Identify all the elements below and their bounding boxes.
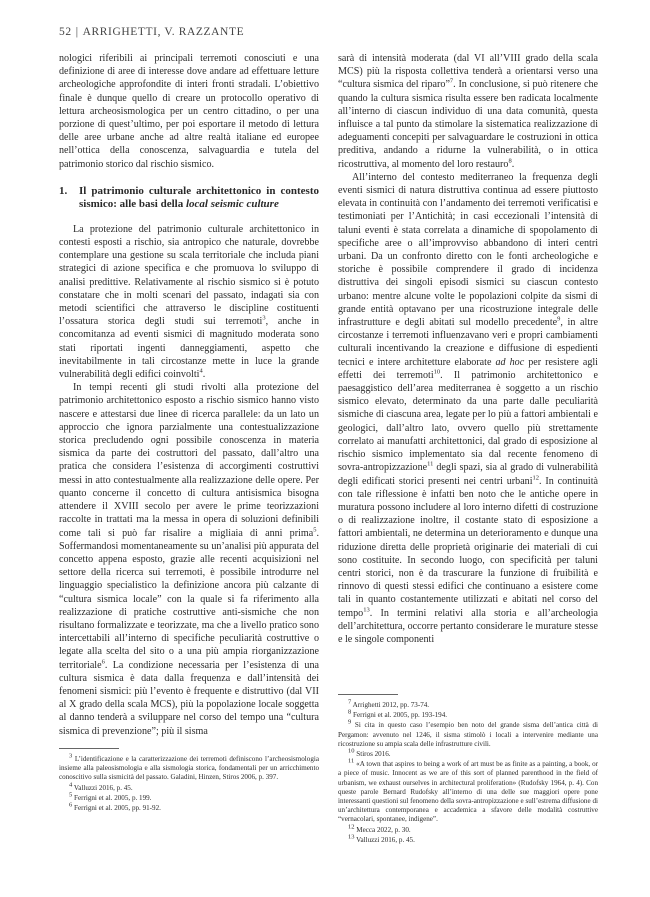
body-paragraph: All’interno del contesto mediterraneo la frequenza degli eventi sismici di natura distruttiva continua ad essere piuttosto elevata in continuità con l’andamento dei terremoti verificatisi e testimoniati per l’Antichità; in casi eccezionali l’intensità di taluni eventi è stata correlata a dinamiche di spopolamento di specifiche aree o all’improvviso abbandono di interi centri urbani. Da un confronto diretto con le fonti archeologiche e storiche è possibile comprendere il grado di incidenza distruttiva dei singoli episodi sismici su ciascun contesto urbano: mentre alcune volte le popolazioni colpite da sismi di grande entità optavano per una ricostruzione integrale delle infrastrutture e degli abitati sul modello precedente$^9$, in altre circostanze i terremoti influenzavano veri e propri cambiamenti culturali incentivando la creazione e diffusione di espedienti tecnici e intere architetture elaborate ad hoc per resistere agli effetti dei terremoti$^{10}$. Il patrimonio architettonico e paesaggistico dell’area mediterranea è soggetto a un rischio sismico elevato, determinato da una parte dalle peculiarità sismiche di ciascuna area, legate per lo più a fattori ambientali e geologici, dall’altro lato, ovvero quello più strettamente correlato ai manufatti architettonici, dal grado di esposizione al rischio sismico implementato sia dal recente fenomeno di sovra-antropizzazione$^{11}$ degli spazi, sia al grado di vulnerabilità degli edificati storici presenti nei centri urbani$^{12}$. In continuità con tale riflessione è infatti ben noto che le antiche opere in muratura possono includere al loro interno difetti di costruzione o di realizzazione inoltre, il costante stato di esposizione a fattori ambientali, ne determina un deterioramento e dunque una riduzione diretta delle proprietà originarie dei materiali di cui sono costituite. In secondo luogo, con specificità per taluni centri storici, non è da trascurare la funzione di fruibilità e rinnovo di questi stessi edifici che continuano a esistere come tali in quanto costantemente utilizzati e abitati nel corso del tempo$^{13}$. In termini relativi alla storia e all’archeologia dell’architettura, occorre pertanto considerare le murature stesse e le singole componenti — [338, 171, 598, 645]
footnote-ref: 4 — [199, 367, 203, 375]
footnote-ref: 9 — [557, 315, 561, 323]
footnote-ref: 7 — [449, 78, 454, 86]
footnote-ref: 13 — [363, 606, 370, 614]
footnote: 8 Ferrigni et al. 2005, pp. 193-194. — [348, 708, 448, 720]
footnote-ref: 5 — [313, 526, 317, 534]
running-header — [59, 26, 600, 38]
footnotes-left — [59, 748, 319, 814]
intro-paragraph: nologici riferibili ai principali terremoti conosciuti e una definizione di aree di interesse dove andare ad effettuare letture archeologiche approfondite di interi fronti stradali. L’obiettivo finale è dunque quello di creare un protocollo operativo di lettura archeosismologica per un centro cittadino, o per una porzione di quest’ultimo, per poi esportare il metodo di lettura delle aree urbane anche ad altre realtà italiane ed europee nell’ottica della conoscenza, salvaguardia e tutela del patrimonio storico dal rischio sismico. — [59, 53, 319, 170]
footnote: 11 «A town that aspires to being a work of art must be as finite as a painting, a book, or a piece of music. Innocent as we are of this sort of planned parenthood in the field of urbanism, we exhaust ourselves in architectural proliferation» (Rudofsky 1964, p. 4). Con queste parole Bernard Rudofsky all’interno di una delle sue maggiori opere pone interessanti questioni sul fenomeno della sovra-antropizzazione e sull’estrema diffusione di un’architettura contemporanea e accademica a sfavore delle modalità costruttive “vernacolari, spontanee, indigene”. — [338, 757, 598, 824]
footnote: 7 Arrighetti 2012, pp. 73-74. — [348, 698, 430, 709]
right-column — [338, 52, 598, 646]
footnote: 3 L’identificazione e la caratterizzazione dei terremoti definiscono l’archeosismologia insieme alla paleosismologia e alla sismologia storica, fondamentali per un arricchimento conoscitivo sulla sismicità del passato. Galadini, Hinzen, Stiros 2006, p. 397. — [59, 752, 319, 782]
left-column — [59, 52, 319, 738]
section-title: Il patrimonio culturale architettonico in contesto sismico: alle basi della local seismic culture — [79, 184, 319, 210]
footnote: 5 Ferrigni et al. 2005, p. 199. — [69, 791, 152, 802]
italic-term: ad hoc — [495, 356, 525, 368]
footnote-rule — [59, 748, 119, 749]
body-paragraph: sarà di intensità moderata (dal VI all’VIII grado della scala MCS) più la risposta collettiva tenderà a orientarsi verso una “cultura sismica del riparo”$^7$. In conclusione, si può ritenere che quando la cultura sismica risulta essere ben radicata localmente all’interno di ciascun individuo di una data comunità, questa influisce a tal punto da stimolare la sistematica realizzazione di adeguamenti concepiti per salvaguardare le costruzioni in ottica preditiva, andando a ridurne la vulnerabilità, o in ottica ricostruttiva, al momento del loro restauro$^8$. — [338, 53, 598, 170]
section-heading — [59, 185, 319, 211]
footnote-ref: 3 — [262, 314, 266, 322]
header-separator: | — [75, 26, 79, 38]
footnote: 6 Ferrigni et al. 2005, pp. 91-92. — [69, 801, 161, 813]
body-paragraph: In tempi recenti gli studi rivolti alla protezione del patrimonio architettonico esposto a rischio sismico hanno visto nascere e attestarsi due linee di ricerca parallele: da un lato un approccio che ignora parzialmente una contestualizzazione storica precludendo ogni possibile conoscenza in materia sismica da parte dei costruttori del passato, dall’altro una pratica che considera l’esistenza di accorgimenti costruttivi messi in atto contestualmente alla realizzazione delle opere. Per quanto concerne il concetto di cultura antisismica bisogna attendere il XVIII secolo per avere le prime teorizzazioni raccolte in trattati ma la messa in opera di soluzioni definibili come tali si può far risalire a migliaia di anni prima$^5$. Soffermandosi momentaneamente su un’analisi più appurata del concetto appena esposto, grazie alle recenti acquisizioni nel settore della ricerca sui terremoti, è possibile introdurre nel linguaggio specialistico la definizione ancora più calzante di “cultura sismica locale” con la quale si fa riferimento alla realizzazione di pratiche costruttive anti-sismiche che non risultano formalizzate e teorizzate, ma che a livello pratico sono intercettabili all’interno di specifiche peculiarità costruttive o legate alla scelta del sito o a una più ampia riorganizzazione territoriale$^6$. La condizione necessaria per l’esistenza di una cultura sismica è data dalla frequenza e dall’intensità dei fenomeni sismici: più l’evento è frequente e distruttivo (dal VII al X grado della scala MCS), più la popolazione locale soggetta al danno tenderà a sviluppare nel corso del tempo una “cultura sismica di prevenzione”; più il sisma — [59, 382, 319, 737]
footnote-ref: 11 — [427, 460, 434, 468]
footnote: 13 Valluzzi 2016, p. 45. — [348, 833, 415, 844]
footnote-ref: 6 — [101, 658, 105, 666]
footnote-rule — [338, 694, 398, 695]
footnotes-right — [338, 694, 598, 846]
footnote: 4 Valluzzi 2016, p. 45. — [69, 781, 133, 792]
page-number: 52 — [59, 26, 72, 38]
body-paragraph: La protezione del patrimonio culturale architettonico in contesti esposti a rischio, sia antropico che naturale, dovrebbe contemplare una gestione su scala territoriale che includa piani strategici di azione specifica e che promuova lo sviluppo di analisi predittive. Relativamente al rischio sismico si è potuto constatare che in molti scenari del passato, indagati sia con metodi scientifici che attraverso le discipline costituenti l’ossatura storica degli studi sui terremoti$^3$, anche in concomitanza ad eventi sismici di magnitudo moderata sono stati riportati ingenti danneggiamenti, aspetto che inevitabilmente in tali circostanze mette in luce la grande vulnerabilità degli edifici coinvolti$^4$. — [59, 223, 319, 381]
footnote-ref: 8 — [508, 157, 512, 165]
footnote: 9 Si cita in questo caso l’esempio ben noto del grande sisma dell’antica città di Pergamon: avvenuto nel 1246, il sisma stimolò i locali a intervenire mediante una ricostruzione su ampia scala delle infrastrutture civili. — [338, 719, 598, 748]
footnote-ref: 10 — [433, 368, 441, 376]
section-number: 1. — [59, 184, 68, 197]
header-authors: ARRIGHETTI, V. RAZZANTE — [82, 26, 245, 38]
footnote-ref: 12 — [532, 474, 540, 482]
footnote: 12 Mecca 2022, p. 30. — [348, 823, 411, 834]
footnote: 10 Stiros 2016. — [348, 747, 391, 759]
